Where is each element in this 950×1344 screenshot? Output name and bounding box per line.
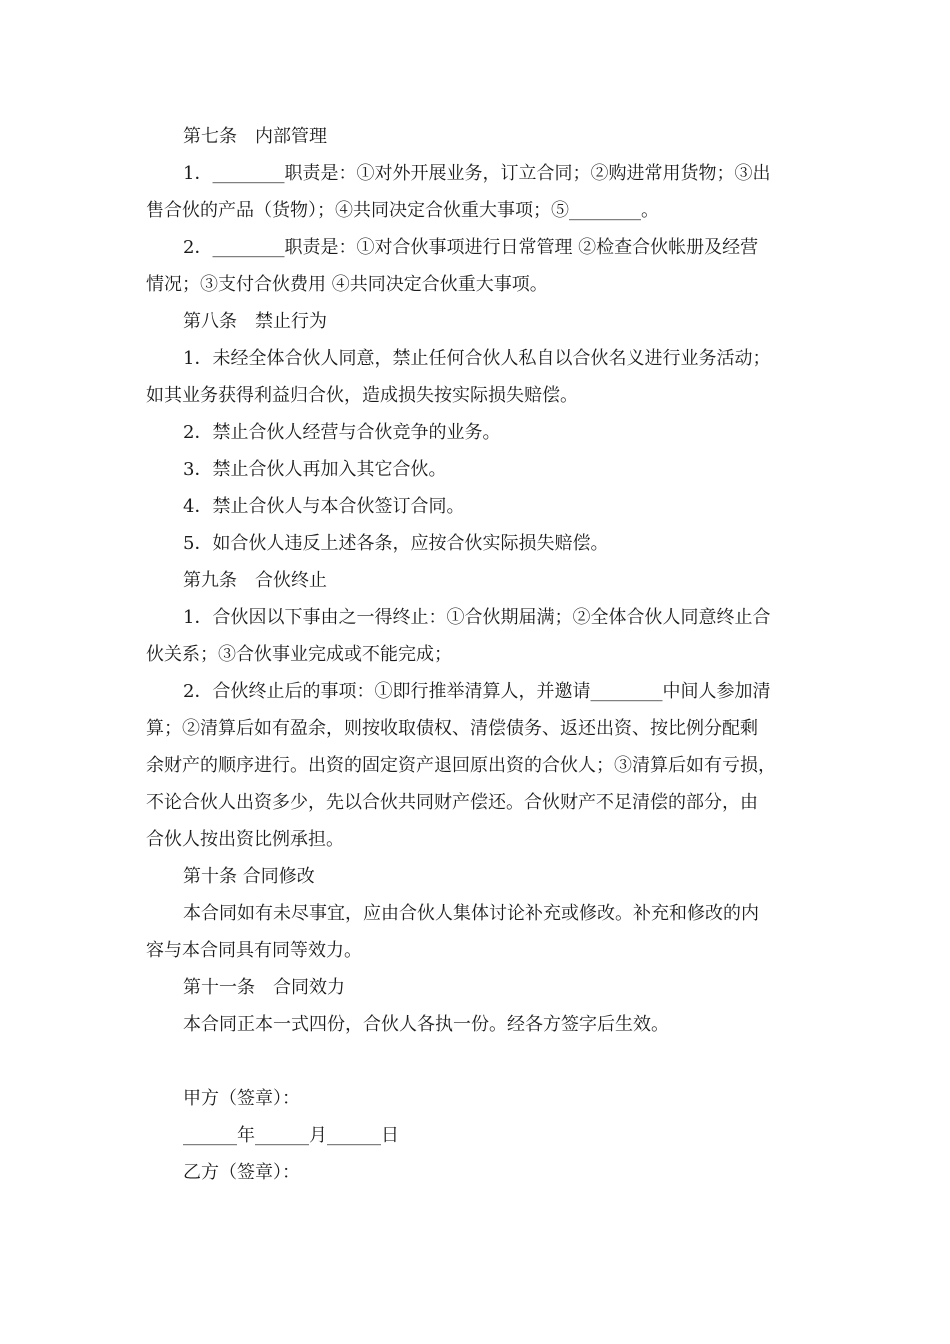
clause-line: 容与本合同具有同等效力。 bbox=[146, 940, 362, 961]
blank-line bbox=[146, 1043, 806, 1080]
article-heading: 第八条 禁止行为 bbox=[183, 311, 327, 332]
clause-line: 1．________职责是：①对外开展业务，订立合同；②购进常用货物；③出 bbox=[183, 163, 771, 184]
article-heading: 第七条 内部管理 bbox=[183, 126, 327, 147]
clause-line: 算；②清算后如有盈余，则按收取债权、清偿债务、返还出资、按比例分配剩 bbox=[146, 718, 758, 739]
article-heading: 第十一条 合同效力 bbox=[183, 977, 345, 998]
clause-line: 2．禁止合伙人经营与合伙竞争的业务。 bbox=[183, 422, 501, 443]
clause-line: 3．禁止合伙人再加入其它合伙。 bbox=[183, 459, 447, 480]
clause-line: 2．________职责是：①对合伙事项进行日常管理 ②检查合伙帐册及经营 bbox=[183, 237, 759, 258]
clause-line: 情况；③支付合伙费用 ④共同决定合伙重大事项。 bbox=[146, 274, 548, 295]
article-heading: 第十条 合同修改 bbox=[183, 866, 315, 887]
signature-line: 乙方（签章）： bbox=[183, 1162, 300, 1183]
clause-line: 售合伙的产品（货物）；④共同决定合伙重大事项；⑤________。 bbox=[146, 200, 659, 221]
clause-line: 伙关系；③合伙事业完成或不能完成； bbox=[146, 644, 452, 665]
clause-line: 如其业务获得利益归合伙，造成损失按实际损失赔偿。 bbox=[146, 385, 578, 406]
clause-line: 1．合伙因以下事由之一得终止：①合伙期届满；②全体合伙人同意终止合 bbox=[183, 607, 771, 628]
clause-line: 1．未经全体合伙人同意，禁止任何合伙人私自以合伙名义进行业务活动； bbox=[183, 348, 771, 369]
clause-line: 本合同正本一式四份，合伙人各执一份。经各方签字后生效。 bbox=[183, 1014, 669, 1035]
date-line: ______年______月______日 bbox=[183, 1125, 399, 1146]
clause-line: 余财产的顺序进行。出资的固定资产退回原出资的合伙人；③清算后如有亏损， bbox=[146, 755, 776, 776]
clause-line: 本合同如有未尽事宜，应由合伙人集体讨论补充或修改。补充和修改的内 bbox=[183, 903, 759, 924]
clause-line: 不论合伙人出资多少，先以合伙共同财产偿还。合伙财产不足清偿的部分，由 bbox=[146, 792, 758, 813]
signature-line: 甲方（签章）： bbox=[183, 1088, 300, 1109]
clause-line: 合伙人按出资比例承担。 bbox=[146, 829, 344, 850]
clause-line: 2．合伙终止后的事项：①即行推举清算人，并邀请________中间人参加清 bbox=[183, 681, 771, 702]
article-heading: 第九条 合伙终止 bbox=[183, 570, 327, 591]
clause-line: 5．如合伙人违反上述各条，应按合伙实际损失赔偿。 bbox=[183, 533, 609, 554]
contract-body bbox=[146, 118, 806, 1191]
clause-line: 4．禁止合伙人与本合伙签订合同。 bbox=[183, 496, 465, 517]
